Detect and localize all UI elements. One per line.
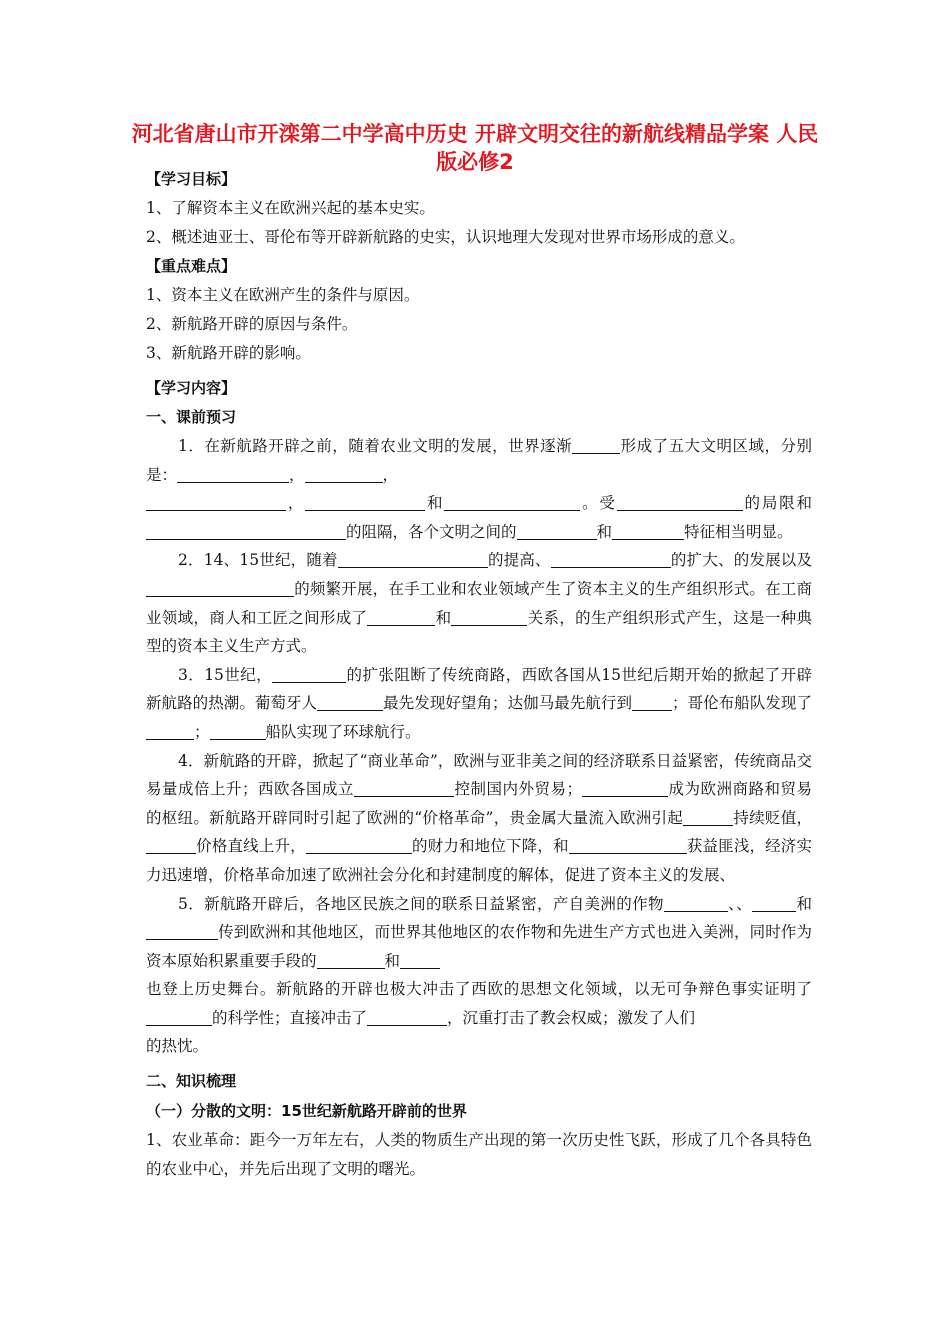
goal-item: 2、概述迪亚士、哥伦布等开辟新航路的史实，认识地理大发现对世界市场形成的意义。 [146,228,745,246]
fill-blank[interactable] [317,952,385,969]
subsection-heading: （一）分散的文明：15世纪新航路开辟前的世界 [146,1102,467,1121]
key-item: 3、新航路开辟的影响。 [146,344,311,362]
fill-blank[interactable] [305,466,383,483]
fill-blank[interactable] [354,781,454,798]
fill-blank[interactable] [146,1009,212,1026]
fill-blank[interactable] [272,666,346,683]
fill-blank[interactable] [146,523,346,540]
page-title: 河北省唐山市开滦第二中学高中历史 开辟文明交往的新航线精品学案 人民版必修2 [131,122,819,174]
fill-blank[interactable] [444,495,580,512]
question-1: 1．在新航路开辟之前，随着农业文明的发展，世界逐渐 形成了五大文明区域，分别是： ， ， ， 和 。受 的局限和的阻隔，各个文明之间的 和 特征相当明显。 [146,437,812,541]
question-5: 5．新航路开辟后，各地区民族之间的联系日益紧密，产自美洲的作物 、、 和传到欧洲和其他地区，而世界其他地区的农作物和先进生产方式也进入美洲，同时作为资本原始积累重要手段的 和 也登上历史舞台。新航路的开辟也极大冲击了西欧的思想文化领域，以无可争辩色事实证明了的科学性；直接冲击了 ，沉重打击了教会权威；激发了人们 的热忱。 [146,894,812,1056]
fill-blank[interactable] [517,523,597,540]
fill-blank[interactable] [617,495,743,512]
key-heading: 【重点难点】 [146,257,237,275]
fill-blank[interactable] [569,838,687,855]
paragraph: 1、农业革命：距今一万年左右，人类的物质生产出现的第一次历史性飞跃，形成了几个各具特色的农业中心，并先后出现了文明的曙光。 [146,1131,812,1178]
key-item: 2、新航路开辟的原因与条件。 [146,315,358,333]
fill-blank[interactable] [632,695,672,712]
fill-blank[interactable] [400,952,440,969]
fill-blank[interactable] [572,438,620,455]
section-heading: 一、课前预习 [146,408,237,426]
fill-blank[interactable] [683,809,733,826]
fill-blank[interactable] [146,924,218,941]
fill-blank[interactable] [612,523,684,540]
goals-heading: 【学习目标】 [146,170,237,188]
content-heading: 【学习内容】 [146,379,237,397]
fill-blank[interactable] [146,580,294,597]
question-2: 2．14、15世纪，随着 的提高、 的扩大、的发展以及的频繁开展，在手工业和农业领域产生了资本主义的生产组织形式。在工商业领域，商人和工匠之间形成了 和 关系，的生产组织形式产生，这是一种典型的资本主义生产方式。 [146,551,812,656]
fill-blank[interactable] [146,495,286,512]
fill-blank[interactable] [451,609,527,626]
fill-blank[interactable] [305,495,425,512]
fill-blank[interactable] [210,723,266,740]
fill-blank[interactable] [582,781,668,798]
fill-blank[interactable] [367,1009,447,1026]
document-body [146,165,812,1183]
fill-blank[interactable] [317,695,383,712]
fill-blank[interactable] [177,466,289,483]
key-item: 1、资本主义在欧洲产生的条件与原因。 [146,286,420,304]
fill-blank[interactable] [367,609,435,626]
fill-blank[interactable] [551,552,671,569]
question-4: 4．新航路的开辟，掀起了“商业革命”，欧洲与亚非美之间的经济联系日益紧密，传统商品交易量成倍上升；西欧各国成立 控制国内外贸易； 成为欧洲商路和贸易的枢纽。新航路开辟同时引起了欧洲的“价格革命”，贵金属大量流入欧洲引起 持续贬值，价格直线上升， 的财力和地位下降，和 获益匪浅，经济实力迅速增，价格革命加速了欧洲社会分化和封建制度的解体，促进了资本主义的发展、 [146,751,812,884]
fill-blank[interactable] [338,552,488,569]
fill-blank[interactable] [146,723,194,740]
fill-blank[interactable] [146,838,196,855]
section-heading: 二、知识梳理 [146,1072,237,1091]
question-3: 3．15世纪， 的扩张阻断了传统商路，西欧各国从15世纪后期开始的掀起了开辟新航路的热潮。葡萄牙人 最先发现好望角；达伽马最先航行到 ；哥伦布船队发现了； 船队实现了环球航行。 [146,665,812,741]
fill-blank[interactable] [664,895,728,912]
fill-blank[interactable] [752,895,796,912]
goal-item: 1、了解资本主义在欧洲兴起的基本史实。 [146,199,435,217]
fill-blank[interactable] [306,838,412,855]
